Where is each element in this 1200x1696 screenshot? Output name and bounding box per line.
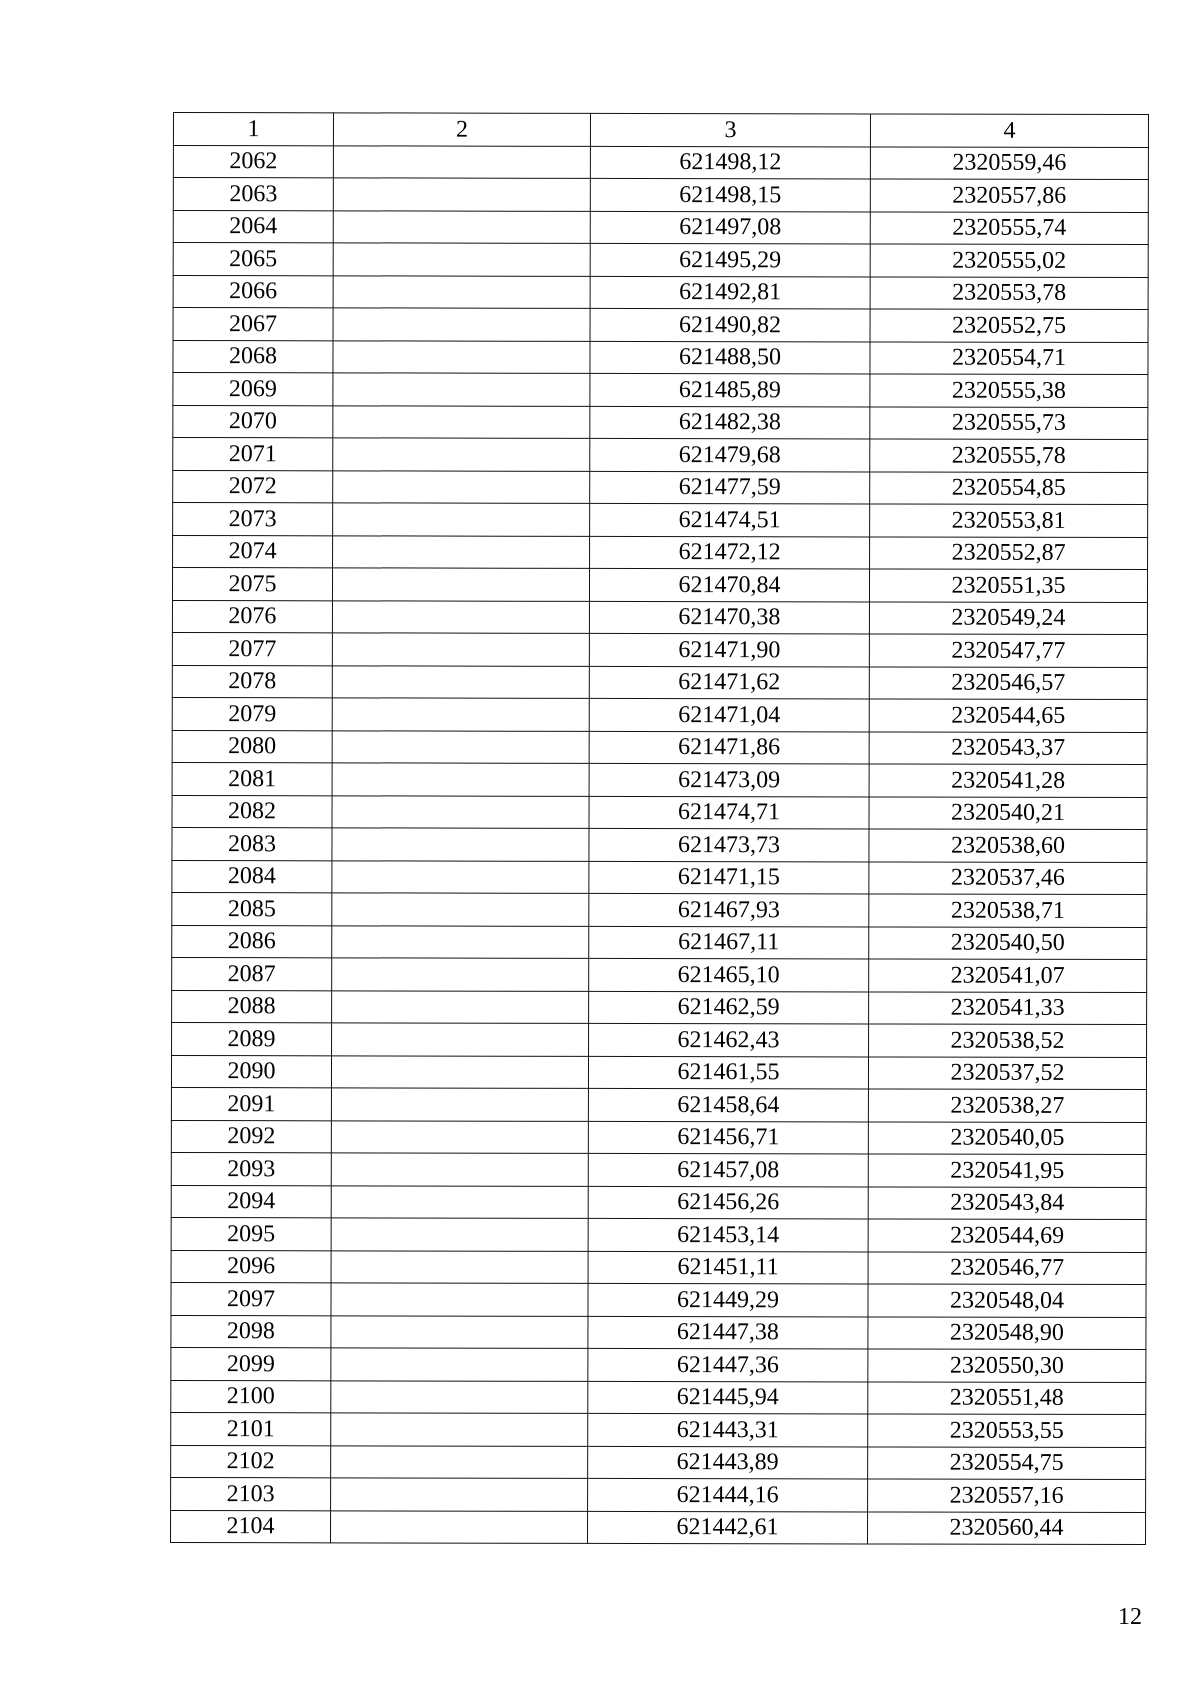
table-row <box>173 535 1148 570</box>
table-row <box>172 1022 1147 1057</box>
table-cell-col-1: 2073 <box>173 503 333 536</box>
table-cell-col-2 <box>332 633 589 666</box>
table-row <box>171 1315 1146 1350</box>
table-cell-col-1: 2097 <box>171 1282 331 1315</box>
table-cell-col-3: 621470,84 <box>589 568 869 601</box>
header-col-2: 2 <box>333 113 590 146</box>
table-cell-col-1: 2098 <box>171 1315 331 1348</box>
table-cell-col-4: 2320537,52 <box>868 1056 1146 1089</box>
table-row <box>171 1217 1146 1252</box>
table-cell-col-1: 2096 <box>171 1250 331 1283</box>
table-row <box>171 1185 1146 1220</box>
table-row <box>173 438 1148 473</box>
table-cell-col-1: 2087 <box>172 957 332 990</box>
table-cell-col-4: 2320548,04 <box>868 1284 1146 1317</box>
table-cell-col-1: 2104 <box>171 1510 331 1543</box>
table-cell-col-4: 2320555,78 <box>870 439 1148 472</box>
table-cell-col-4: 2320554,85 <box>870 471 1148 504</box>
table-row <box>173 470 1148 505</box>
table-cell-col-1: 2085 <box>172 892 332 925</box>
table-row <box>172 925 1147 960</box>
table-cell-col-4: 2320543,37 <box>869 731 1147 764</box>
table-cell-col-2 <box>331 1348 588 1381</box>
table-cell-col-1: 2091 <box>171 1087 331 1120</box>
table-cell-col-1: 2103 <box>171 1477 331 1510</box>
table-row <box>171 1380 1146 1415</box>
table-row <box>172 568 1147 603</box>
table-cell-col-2 <box>333 340 590 373</box>
table-cell-col-3: 621465,10 <box>589 958 869 991</box>
table-row <box>173 275 1148 310</box>
table-cell-col-1: 2071 <box>173 438 333 471</box>
table-cell-col-2 <box>331 1120 588 1153</box>
table-cell-col-3: 621467,11 <box>589 926 869 959</box>
table-cell-col-3: 621443,31 <box>588 1413 868 1446</box>
table-cell-col-2 <box>331 1445 588 1478</box>
table-cell-col-2 <box>332 568 589 601</box>
table-cell-col-2 <box>333 178 590 211</box>
table-cell-col-2 <box>331 1055 588 1088</box>
table-cell-col-2 <box>332 698 589 731</box>
table-cell-col-4: 2320554,71 <box>870 341 1148 374</box>
table-cell-col-3: 621467,93 <box>589 893 869 926</box>
table-cell-col-2 <box>331 1153 588 1186</box>
table-cell-col-3: 621461,55 <box>588 1056 868 1089</box>
table-row <box>173 210 1148 245</box>
table-cell-col-3: 621473,73 <box>589 828 869 861</box>
table-cell-col-3: 621472,12 <box>590 536 870 569</box>
table-cell-col-2 <box>332 1023 589 1056</box>
table-cell-col-4: 2320557,86 <box>870 179 1148 212</box>
table-row <box>171 1477 1146 1512</box>
table-cell-col-3: 621488,50 <box>590 341 870 374</box>
table-cell-col-3: 621474,51 <box>590 503 870 536</box>
table-cell-col-3: 621485,89 <box>590 373 870 406</box>
table-cell-col-1: 2078 <box>172 665 332 698</box>
table-cell-col-2 <box>331 1510 588 1543</box>
table-row <box>172 990 1147 1025</box>
table-cell-col-3: 621462,43 <box>589 1023 869 1056</box>
table-cell-col-3: 621470,38 <box>589 601 869 634</box>
header-col-1: 1 <box>173 113 333 146</box>
table-cell-col-4: 2320553,78 <box>870 276 1148 309</box>
table-cell-col-4: 2320546,57 <box>869 666 1147 699</box>
header-col-3: 3 <box>590 113 870 146</box>
table-cell-col-4: 2320560,44 <box>868 1511 1146 1544</box>
table-cell-col-4: 2320555,74 <box>870 211 1148 244</box>
table-cell-col-2 <box>331 1185 588 1218</box>
table-row <box>173 145 1148 180</box>
table-cell-col-2 <box>331 1380 588 1413</box>
table-cell-col-2 <box>333 145 590 178</box>
table-cell-col-2 <box>332 958 589 991</box>
table-cell-col-1: 2069 <box>173 373 333 406</box>
table-cell-col-4: 2320552,75 <box>870 309 1148 342</box>
table-cell-col-1: 2089 <box>172 1022 332 1055</box>
table-cell-col-2 <box>331 1413 588 1446</box>
table-header-row <box>173 113 1148 148</box>
coordinates-table <box>170 112 1149 1545</box>
table-cell-col-3: 621471,04 <box>589 698 869 731</box>
table-row <box>172 632 1147 667</box>
table-cell-col-1: 2077 <box>172 632 332 665</box>
table-cell-col-2 <box>331 1250 588 1283</box>
table-cell-col-3: 621495,29 <box>590 243 870 276</box>
table-cell-col-2 <box>333 243 590 276</box>
table-cell-col-1: 2090 <box>171 1055 331 1088</box>
table-cell-col-3: 621449,29 <box>588 1283 868 1316</box>
table-cell-col-3: 621490,82 <box>590 308 870 341</box>
table-cell-col-1: 2093 <box>171 1152 331 1185</box>
table-cell-col-2 <box>333 373 590 406</box>
table-cell-col-3: 621451,11 <box>588 1251 868 1284</box>
table-cell-col-4: 2320547,77 <box>869 634 1147 667</box>
table-cell-col-4: 2320544,69 <box>868 1219 1146 1252</box>
table-cell-col-4: 2320552,87 <box>870 536 1148 569</box>
table-cell-col-4: 2320541,33 <box>869 991 1147 1024</box>
table-row <box>172 957 1147 992</box>
table-row <box>171 1445 1146 1480</box>
table-cell-col-3: 621458,64 <box>588 1088 868 1121</box>
table-cell-col-4: 2320540,05 <box>868 1121 1146 1154</box>
table-cell-col-4: 2320551,48 <box>868 1381 1146 1414</box>
table-cell-col-1: 2070 <box>173 405 333 438</box>
table-row <box>172 697 1147 732</box>
table-cell-col-1: 2076 <box>172 600 332 633</box>
table-cell-col-3: 621447,36 <box>588 1348 868 1381</box>
table-row <box>173 243 1148 278</box>
table-cell-col-2 <box>332 925 589 958</box>
table-cell-col-3: 621442,61 <box>588 1511 868 1544</box>
table-cell-col-3: 621445,94 <box>588 1381 868 1414</box>
table-cell-col-3: 621482,38 <box>590 406 870 439</box>
table-cell-col-3: 621456,71 <box>588 1121 868 1154</box>
table-cell-col-4: 2320553,81 <box>870 504 1148 537</box>
table-cell-col-1: 2082 <box>172 795 332 828</box>
table-cell-col-3: 621471,90 <box>589 633 869 666</box>
table-cell-col-1: 2083 <box>172 827 332 860</box>
table-cell-col-3: 621457,08 <box>588 1153 868 1186</box>
table-row <box>172 827 1147 862</box>
table-cell-col-2 <box>332 763 589 796</box>
table-cell-col-4: 2320538,52 <box>869 1024 1147 1057</box>
table-cell-col-4: 2320541,28 <box>869 764 1147 797</box>
table-row <box>172 600 1147 635</box>
table-cell-col-4: 2320538,71 <box>869 894 1147 927</box>
table-cell-col-4: 2320554,75 <box>868 1446 1146 1479</box>
header-col-4: 4 <box>870 114 1148 147</box>
table-row <box>171 1055 1146 1090</box>
table-cell-col-2 <box>333 470 590 503</box>
table-cell-col-3: 621453,14 <box>588 1218 868 1251</box>
table-row <box>172 730 1147 765</box>
table-cell-col-2 <box>331 1478 588 1511</box>
table-cell-col-4: 2320555,38 <box>870 374 1148 407</box>
table-row <box>172 762 1147 797</box>
table-cell-col-2 <box>331 1218 588 1251</box>
table-cell-col-2 <box>333 535 590 568</box>
table-cell-col-2 <box>332 990 589 1023</box>
table-row <box>172 892 1147 927</box>
table-cell-col-4: 2320543,84 <box>868 1186 1146 1219</box>
table-cell-col-4: 2320541,07 <box>869 959 1147 992</box>
table-cell-col-2 <box>333 405 590 438</box>
table-cell-col-2 <box>331 1088 588 1121</box>
table-cell-col-1: 2084 <box>172 860 332 893</box>
table-cell-col-4: 2320557,16 <box>868 1479 1146 1512</box>
table-cell-col-1: 2101 <box>171 1412 331 1445</box>
table-cell-col-3: 621477,59 <box>590 471 870 504</box>
table-row <box>173 503 1148 538</box>
table-cell-col-1: 2066 <box>173 275 333 308</box>
table-row <box>171 1510 1146 1545</box>
table-cell-col-4: 2320540,21 <box>869 796 1147 829</box>
table-row <box>172 665 1147 700</box>
table-cell-col-3: 621479,68 <box>590 438 870 471</box>
table-cell-col-4: 2320555,73 <box>870 406 1148 439</box>
table-row <box>171 1250 1146 1285</box>
table-cell-col-2 <box>333 438 590 471</box>
table-cell-col-1: 2065 <box>173 243 333 276</box>
table-cell-col-1: 2062 <box>173 145 333 178</box>
table-cell-col-2 <box>332 893 589 926</box>
table-cell-col-2 <box>332 795 589 828</box>
table-cell-col-4: 2320553,55 <box>868 1414 1146 1447</box>
table-cell-col-2 <box>331 1315 588 1348</box>
table-cell-col-1: 2095 <box>171 1217 331 1250</box>
table-cell-col-1: 2080 <box>172 730 332 763</box>
table-cell-col-4: 2320550,30 <box>868 1349 1146 1382</box>
table-cell-col-4: 2320559,46 <box>870 146 1148 179</box>
table-cell-col-3: 621497,08 <box>590 211 870 244</box>
table-cell-col-1: 2094 <box>171 1185 331 1218</box>
table-cell-col-2 <box>332 665 589 698</box>
table-cell-col-1: 2081 <box>172 762 332 795</box>
table-cell-col-2 <box>332 730 589 763</box>
table-cell-col-4: 2320540,50 <box>869 926 1147 959</box>
table-cell-col-1: 2067 <box>173 308 333 341</box>
table-cell-col-3: 621498,15 <box>590 178 870 211</box>
table-row <box>173 308 1148 343</box>
table-cell-col-1: 2100 <box>171 1380 331 1413</box>
table-cell-col-2 <box>331 1283 588 1316</box>
table-cell-col-3: 621443,89 <box>588 1446 868 1479</box>
table-row <box>172 860 1147 895</box>
table-cell-col-1: 2079 <box>172 697 332 730</box>
table-cell-col-1: 2064 <box>173 210 333 243</box>
table-cell-col-4: 2320555,02 <box>870 244 1148 277</box>
table-cell-col-4: 2320538,27 <box>868 1089 1146 1122</box>
table-row <box>173 340 1148 375</box>
table-row <box>171 1152 1146 1187</box>
table-cell-col-4: 2320548,90 <box>868 1316 1146 1349</box>
table-cell-col-3: 621456,26 <box>588 1186 868 1219</box>
table-row <box>173 178 1148 213</box>
table-row <box>171 1347 1146 1382</box>
table-cell-col-1: 2072 <box>173 470 333 503</box>
table-cell-col-3: 621492,81 <box>590 276 870 309</box>
table-cell-col-4: 2320537,46 <box>869 861 1147 894</box>
table-cell-col-3: 621498,12 <box>590 146 870 179</box>
table-cell-col-4: 2320549,24 <box>869 601 1147 634</box>
table-row <box>173 373 1148 408</box>
table-cell-col-2 <box>333 210 590 243</box>
table-cell-col-3: 621471,15 <box>589 861 869 894</box>
table-cell-col-3: 621474,71 <box>589 796 869 829</box>
page-number: 12 <box>1118 1604 1142 1630</box>
table-cell-col-3: 621444,16 <box>588 1478 868 1511</box>
table-row <box>172 795 1147 830</box>
table-cell-col-3: 621473,09 <box>589 763 869 796</box>
table-cell-col-3: 621471,62 <box>589 666 869 699</box>
table-row <box>171 1120 1146 1155</box>
table-cell-col-1: 2075 <box>172 568 332 601</box>
table-cell-col-4: 2320538,60 <box>869 829 1147 862</box>
table-cell-col-2 <box>333 503 590 536</box>
table-cell-col-2 <box>333 275 590 308</box>
table-cell-col-1: 2074 <box>173 535 333 568</box>
table-cell-col-2 <box>333 308 590 341</box>
table-cell-col-1: 2068 <box>173 340 333 373</box>
table-cell-col-4: 2320551,35 <box>869 569 1147 602</box>
table-row <box>171 1412 1146 1447</box>
table-cell-col-1: 2086 <box>172 925 332 958</box>
table-cell-col-2 <box>332 860 589 893</box>
table-cell-col-3: 621462,59 <box>589 991 869 1024</box>
table-cell-col-2 <box>332 828 589 861</box>
table-cell-col-1: 2063 <box>173 178 333 211</box>
table-cell-col-1: 2088 <box>172 990 332 1023</box>
table-cell-col-1: 2102 <box>171 1445 331 1478</box>
table-row <box>171 1282 1146 1317</box>
table-cell-col-2 <box>332 600 589 633</box>
table-body <box>171 145 1149 1545</box>
table-cell-col-4: 2320544,65 <box>869 699 1147 732</box>
table-cell-col-3: 621447,38 <box>588 1316 868 1349</box>
table-cell-col-1: 2099 <box>171 1347 331 1380</box>
table-cell-col-4: 2320541,95 <box>868 1154 1146 1187</box>
table-cell-col-1: 2092 <box>171 1120 331 1153</box>
table-row <box>173 405 1148 440</box>
table-row <box>171 1087 1146 1122</box>
table-cell-col-3: 621471,86 <box>589 731 869 764</box>
table-cell-col-4: 2320546,77 <box>868 1251 1146 1284</box>
